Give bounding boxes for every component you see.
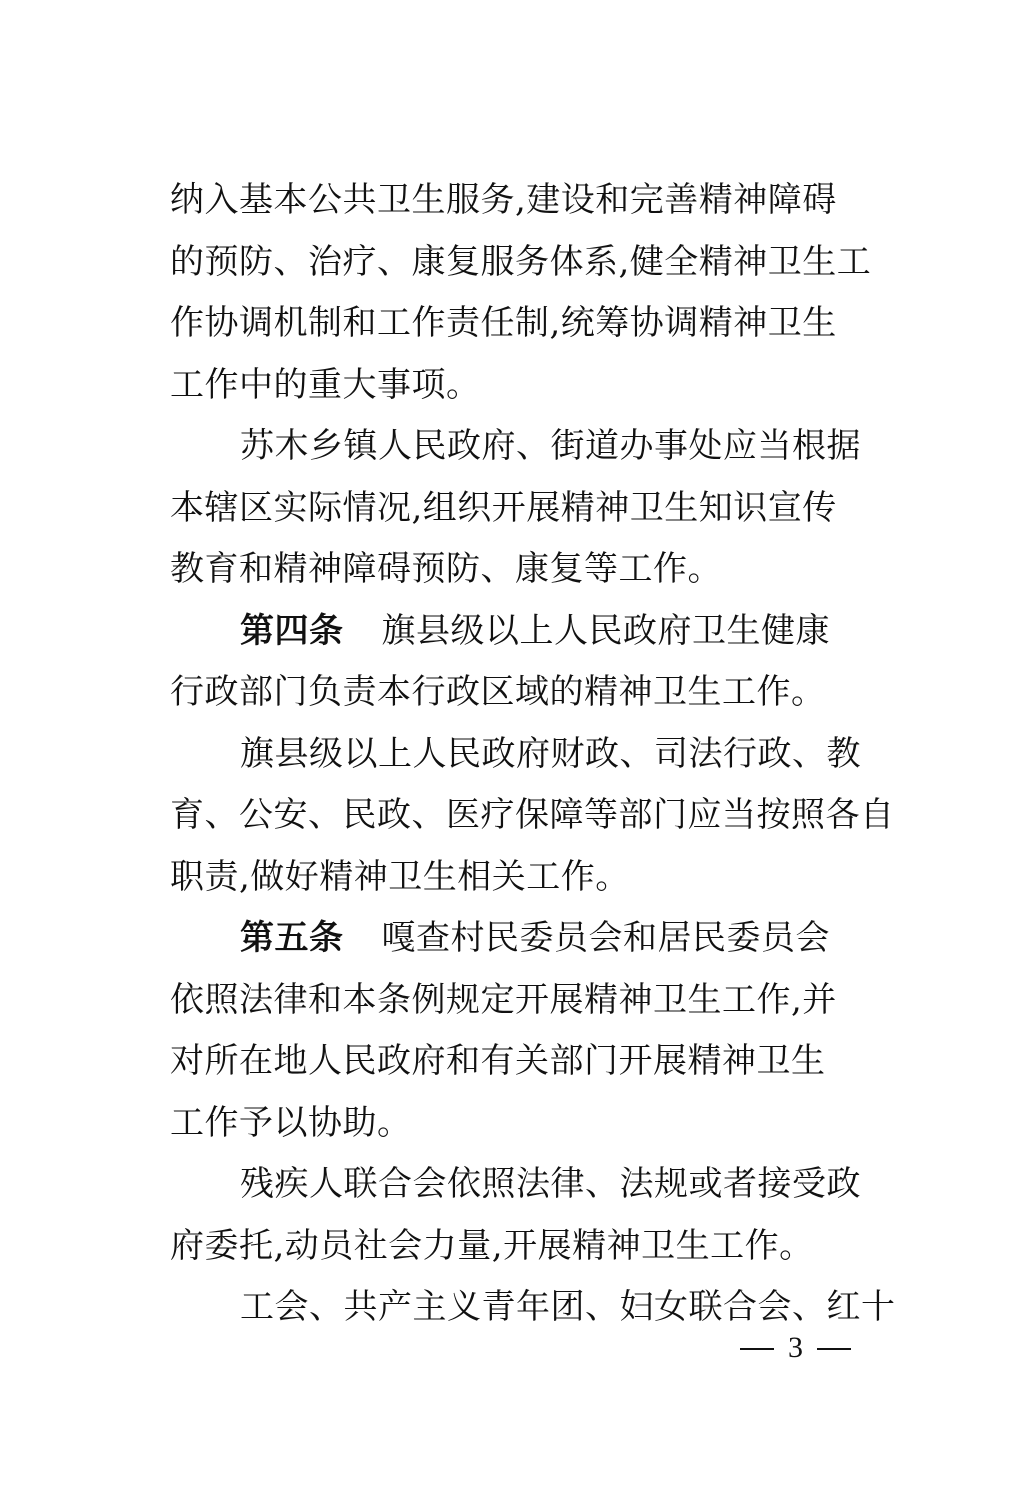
text-line: 工作予以协助。 <box>170 1102 412 1143</box>
text-line: 对所在地人民政府和有关部门开展精神卫生 <box>170 1041 826 1081</box>
dash-left <box>740 1348 774 1350</box>
body-text <box>170 170 896 1339</box>
text-line: 府委托,动员社会力量,开展精神卫生工作。 <box>170 1225 814 1266</box>
text-line: 本辖区实际情况,组织开展精神卫生知识宣传 <box>170 487 837 528</box>
text-line: 的预防、治疗、康复服务体系,健全精神卫生工 <box>170 241 872 282</box>
text-line: 作协调机制和工作责任制,统筹协调精神卫生 <box>170 303 837 343</box>
text-line: 纳入基本公共卫生服务,建设和完善精神障碍 <box>170 180 837 220</box>
page-number <box>740 1326 851 1370</box>
text-line: 苏木乡镇人民政府、街道办事处应当根据 <box>240 426 861 466</box>
text-line: 残疾人联合会依照法律、法规或者接受政 <box>240 1164 861 1204</box>
text-line: 工作中的重大事项。 <box>170 364 481 405</box>
article-text: 旗县级以上人民政府卫生健康 <box>381 610 830 651</box>
page-number-value: 3 <box>788 1331 803 1364</box>
article-label: 第四条 <box>240 610 344 651</box>
text-line: 职责,做好精神卫生相关工作。 <box>170 856 630 897</box>
text-line: 教育和精神障碍预防、康复等工作。 <box>170 549 722 589</box>
text-line: 依照法律和本条例规定开展精神卫生工作,并 <box>170 979 837 1020</box>
article-text: 嘎查村民委员会和居民委员会 <box>381 918 830 958</box>
article-line <box>170 601 862 663</box>
article-line <box>170 908 862 970</box>
text-line: 旗县级以上人民政府财政、司法行政、教 <box>240 733 861 774</box>
dash-right <box>817 1348 851 1350</box>
text-line: 行政部门负责本行政区域的精神卫生工作。 <box>170 672 826 712</box>
article-label: 第五条 <box>240 918 344 958</box>
text-line: 工会、共产主义青年团、妇女联合会、红十 <box>240 1287 896 1327</box>
text-line: 育、公安、民政、医疗保障等部门应当按照各自 <box>170 795 895 835</box>
